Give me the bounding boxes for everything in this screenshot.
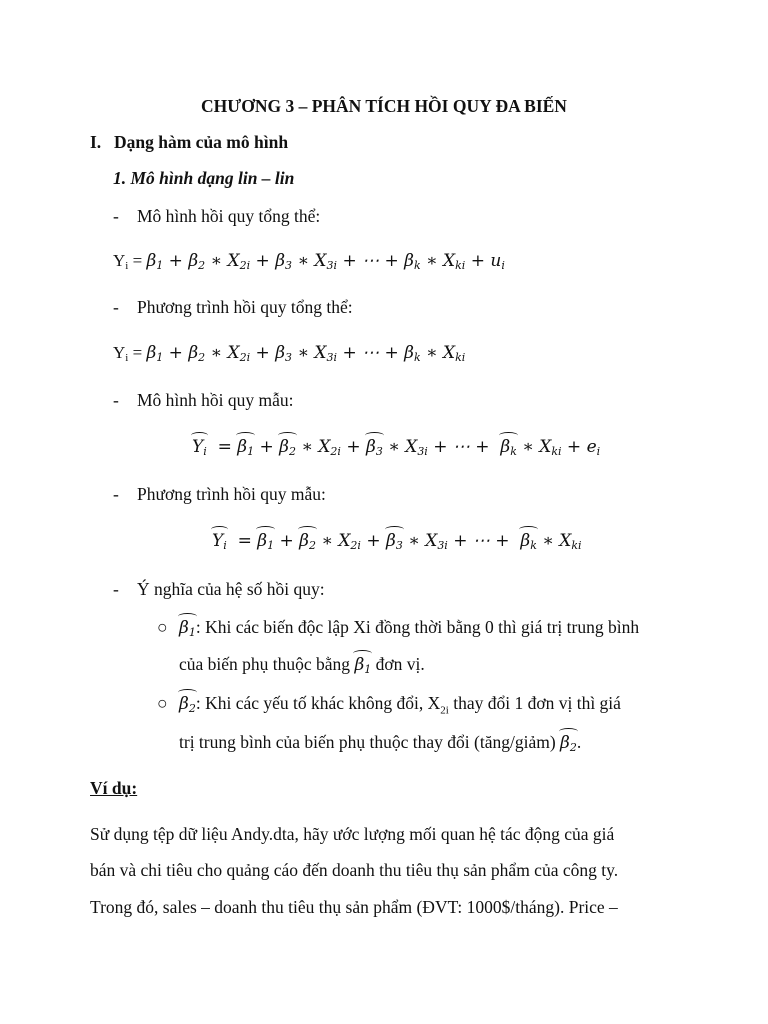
item-sample-model: - Mô hình hồi quy mẫu: [113,390,294,410]
item-label: Phương trình hồi quy mẫu: [137,484,326,504]
item-label: Mô hình hồi quy tổng thể: [137,206,321,226]
item-population-equation: - Phương trình hồi quy tổng thể: [113,297,353,317]
meaning-beta1-line2: của biến phụ thuộc bằng $\beta_1$ đơn vị. [179,653,425,681]
subsection-heading: 1. Mô hình dạng lin – lin [113,168,295,188]
meaning-beta1-line1: ○ $\beta_1$: Khi các biến độc lập Xi đồng thời bằng 0 thì giá trị trung bình [157,616,639,644]
item-label: Mô hình hồi quy mẫu: [137,390,294,410]
equation-population-model: $Y_i = \beta_1 + \beta_2$ ∗ $X_{2i} + \beta_3$ ∗ $X_{3i}$ + ⋯ + $\beta_k$ ∗ $X_{ki} + u_i$ [113,251,505,272]
circle-bullet-icon: ○ [157,693,168,713]
item-label: Ý nghĩa của hệ số hồi quy: [137,579,325,599]
section-label: Dạng hàm của mô hình [114,132,289,152]
example-line-1: Sử dụng tệp dữ liệu Andy.dta, hãy ước lượng mối quan hệ tác động của giá [90,824,615,844]
item-sample-equation: - Phương trình hồi quy mẫu: [113,484,326,504]
equation-sample-regression: $Y_i = \beta_1 + \beta_2$ ∗ $X_{2i} + \beta_3$ ∗ $X_{3i}$ + ⋯ + $\beta_k$ ∗ $X_{ki}$ [212,530,582,557]
meaning-beta2-line2: trị trung bình của biến phụ thuộc thay đổi (tăng/giảm) $\beta_2$. [179,731,581,759]
example-line-3: Trong đó, sales – doanh thu tiêu thụ sản phẩm (ĐVT: 1000$/tháng). Price – [90,897,618,917]
section-heading [90,131,288,153]
item-population-model: - Mô hình hồi quy tổng thể: [113,206,321,226]
equation-sample-model: $Y_i = \beta_1 + \beta_2$ ∗ $X_{2i} + \beta_3$ ∗ $X_{3i}$ + ⋯ + $\beta_k$ ∗ $X_{ki} + e_i$ [192,436,600,463]
example-heading: Ví dụ: [90,778,138,798]
chapter-title: CHƯƠNG 3 – PHÂN TÍCH HỒI QUY ĐA BIẾN [201,96,567,116]
meaning-beta2-line1: ○ $\beta_2$: Khi các yếu tố khác không đổi, $X_{2i}$ thay đổi 1 đơn vị thì giá [157,692,621,722]
example-line-2: bán và chi tiêu cho quảng cáo đến doanh thu tiêu thụ sản phẩm của công ty. [90,860,619,880]
circle-bullet-icon: ○ [157,617,168,637]
item-coefficient-meaning: - Ý nghĩa của hệ số hồi quy: [113,579,325,599]
item-label: Phương trình hồi quy tổng thể: [137,297,353,317]
equation-population-regression: $Y_i = \beta_1 + \beta_2$ ∗ $X_{2i} + \beta_3$ ∗ $X_{3i}$ + ⋯ + $\beta_k$ ∗ $X_{ki}$ [113,343,466,364]
section-number: I. [90,132,102,152]
